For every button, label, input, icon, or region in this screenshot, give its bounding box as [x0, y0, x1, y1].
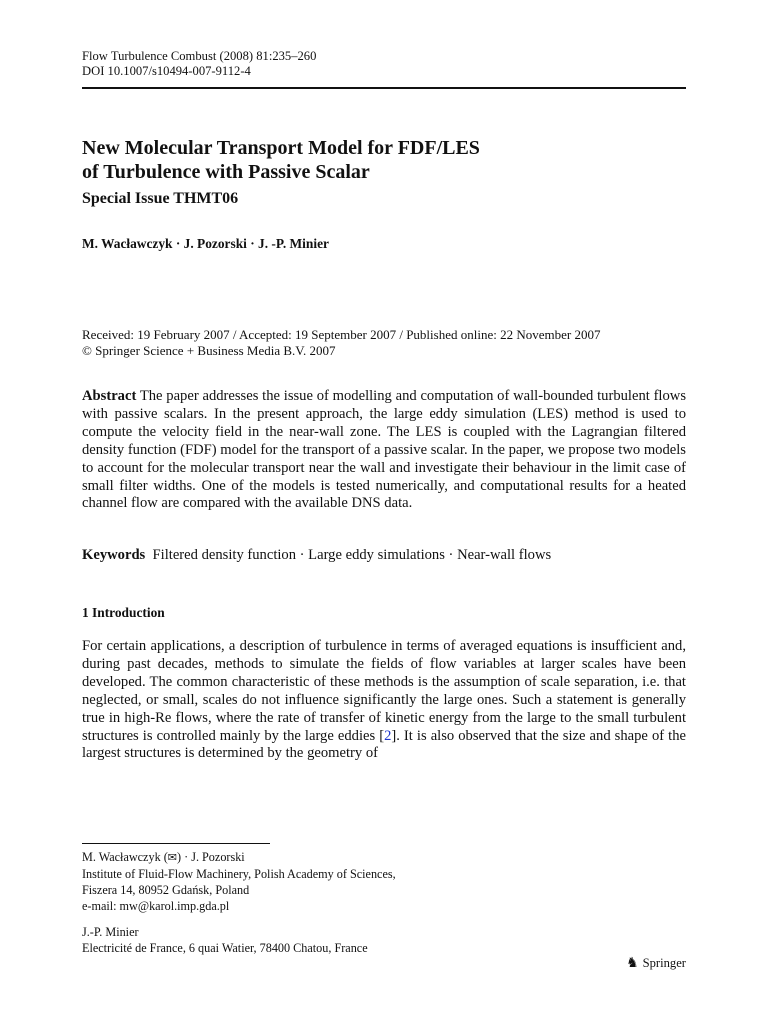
paper-subtitle: Special Issue THMT06	[82, 190, 239, 207]
footnote-rule	[82, 843, 270, 844]
intro-text-after-ref: ]. It is also observed that the size and shape of the largest structures is determined by the geometry of	[82, 727, 686, 762]
keywords-label: Keywords	[82, 547, 146, 563]
paper-title	[82, 136, 480, 184]
footnote-authors	[82, 849, 396, 866]
journal-citation: Flow Turbulence Combust (2008) 81:235–260	[82, 49, 317, 63]
author-affiliations	[82, 849, 396, 956]
abstract-text: The paper addresses the issue of modelling and computation of wall-bounded turbulent flows with passive scalars. In the present approach, the large eddy simulation (LES) method is used to compute the velocity field in the near-wall zone. The LES is coupled with the Lagrangian filtered density function (FDF) model for the transport of a passive scalar. In the paper, we propose two models to account for the molecular transport near the wall and investigate their behaviour in the limit case of small filter widths. One of the models is tested numerically, and computational results for a heated channel flow are compared with the available DNS data.	[82, 388, 686, 512]
footnote-author-a: M. Wacławczyk (	[82, 850, 168, 864]
copyright-notice: © Springer Science + Business Media B.V. 2007	[82, 343, 336, 358]
doi: DOI 10.1007/s10494-007-9112-4	[82, 64, 251, 78]
publication-dates	[82, 327, 600, 359]
affiliation-address: Fiszera 14, 80952 Gdańsk, Poland	[82, 883, 250, 897]
springer-horse-icon: ♞	[626, 955, 639, 971]
section-heading-introduction: 1 Introduction	[82, 605, 165, 620]
affiliation-institute: Institute of Fluid-Flow Machinery, Polish Academy of Sciences,	[82, 867, 396, 881]
affiliation-edf: Electricité de France, 6 quai Watier, 78400 Chatou, France	[82, 941, 368, 955]
contact-email[interactable]: e-mail: mw@karol.imp.gda.pl	[82, 899, 230, 913]
keywords-text: Filtered density function · Large eddy simulations · Near-wall flows	[152, 547, 552, 563]
intro-text-before-ref: For certain applications, a description of turbulence in terms of averaged equations is insufficient and, during past decades, methods to simulate the fields of flow variables at larger scales have been developed. The common characteristic of these methods is the assumption of scale separation, i.e. that neglected, or small, scales do not influence significantly the large ones. Such a statement is generally true in high-Re flows, where the rate of transfer of kinetic energy from the large to the small turbulent structures is controlled mainly by the large eddies [	[82, 638, 686, 744]
paper-page	[82, 0, 686, 1024]
envelope-icon[interactable]: ✉	[167, 851, 177, 864]
abstract	[82, 388, 686, 513]
title-line-1: New Molecular Transport Model for FDF/LES	[82, 137, 480, 159]
title-line-2: of Turbulence with Passive Scalar	[82, 161, 370, 183]
citation-link[interactable]: 2	[384, 727, 392, 744]
introduction-text	[82, 638, 686, 763]
footnote-author-b: ) · J. Pozorski	[176, 850, 245, 864]
received-accepted-published: Received: 19 February 2007 / Accepted: 19 September 2007 / Published online: 22 November 2007	[82, 327, 601, 342]
footnote-author-minier: J.-P. Minier	[82, 925, 139, 939]
publisher-mark	[626, 955, 686, 971]
abstract-label: Abstract	[82, 388, 137, 404]
author-list: M. Wacławczyk · J. Pozorski · J. -P. Minier	[82, 236, 329, 251]
header-rule	[82, 87, 686, 89]
journal-header	[82, 49, 316, 79]
publisher-name: Springer	[642, 955, 686, 970]
keywords	[82, 547, 551, 564]
